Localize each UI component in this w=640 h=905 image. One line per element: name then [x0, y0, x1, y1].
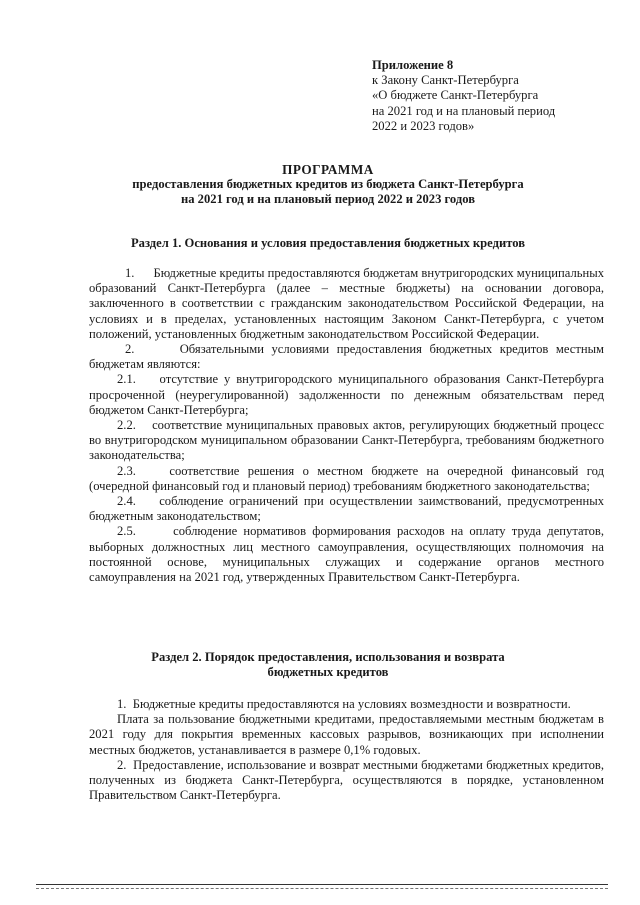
section1-heading: Раздел 1. Основания и условия предоставления бюджетных кредитов [130, 236, 526, 250]
section2-paragraph: 1. Бюджетные кредиты предоставляются на условиях возмездности и возвратности. [117, 697, 571, 711]
section1-paragraph: 2.5. соблюдение нормативов формирования расходов на оплату труда депутатов, выборных должностных лиц местного самоуправления, осуществляющих полномочия на постоянной основе, муниципальных служащих и содержание органов местного самоуправления на 2021 год, утвержденных Правительством Санкт-Петербурга. [89, 524, 604, 585]
appendix-line: на 2021 год и на плановый период [372, 103, 556, 118]
section1-paragraph: 2.3. соответствие решения о местном бюджете на очередной финансовый год (очередной финансовый год и плановый период) требованиям бюджетного законодательства; [89, 463, 604, 493]
section1-body [89, 266, 604, 585]
section1-paragraph: 2.2. соответствие муниципальных правовых актов, регулирующих бюджетный процесс во внутригородском муниципальном образовании Санкт-Петербурга, требованиям бюджетного законодательства; [89, 418, 604, 463]
appendix-line: «О бюджете Санкт-Петербурга [372, 88, 539, 103]
section2-paragraph: Плата за пользование бюджетными кредитами, предоставляемыми местным бюджетам в 2021 году для покрытия временных кассовых разрывов, возникающих при исполнении местных бюджетов, устанавливается в размере 0,1% годовых. [89, 712, 604, 757]
program-title: ПРОГРАММА [282, 162, 374, 177]
section2-heading-line1: Раздел 2. Порядок предоставления, использования и возврата [151, 650, 505, 664]
section2-body [89, 697, 604, 803]
section2-heading-line2: бюджетных кредитов [267, 665, 389, 679]
program-subtitle-line2: на 2021 год и на плановый период 2022 и 2023 годов [180, 192, 476, 206]
appendix-header [372, 58, 612, 134]
section1-paragraph: 2.4. соблюдение ограничений при осуществлении заимствований, предусмотренных бюджетным законодательством; [89, 494, 604, 524]
section1-paragraph: 2. Обязательными условиями предоставления бюджетных кредитов местным бюджетам являются: [89, 342, 604, 372]
section2-paragraph: 2. Предоставление, использование и возврат местными бюджетами бюджетных кредитов, полученных из бюджета Санкт-Петербурга, осуществляются в порядке, установленном Правительством Санкт-Петербурга. [89, 757, 604, 803]
section1-paragraph: 1. Бюджетные кредиты предоставляются бюджетам внутригородских муниципальных образований Санкт-Петербурга (далее – местные бюджеты) на основании договора, заключенного в соответствии с гражданским законодательством Российской Федерации, на условиях и в пределах, установленных настоящим Законом Санкт-Петербурга, с учетом положений, установленных бюджетным законодательством Российской Федерации. [89, 266, 604, 341]
appendix-line: 2022 и 2023 годов» [372, 118, 475, 133]
section1-paragraph: 2.1. отсутствие у внутригородского муниципального образования Санкт-Петербурга просроченной (неурегулированной) задолженности по денежным обязательствам перед бюджетом Санкт-Петербурга; [89, 372, 604, 417]
program-subtitle-line1: предоставления бюджетных кредитов из бюджета Санкт-Петербурга [132, 177, 524, 191]
appendix-title: Приложение 8 [372, 58, 454, 72]
page-bottom-rule [36, 884, 608, 885]
page-bottom-rule-secondary [36, 888, 608, 889]
appendix-line: к Закону Санкт-Петербурга [372, 73, 519, 88]
